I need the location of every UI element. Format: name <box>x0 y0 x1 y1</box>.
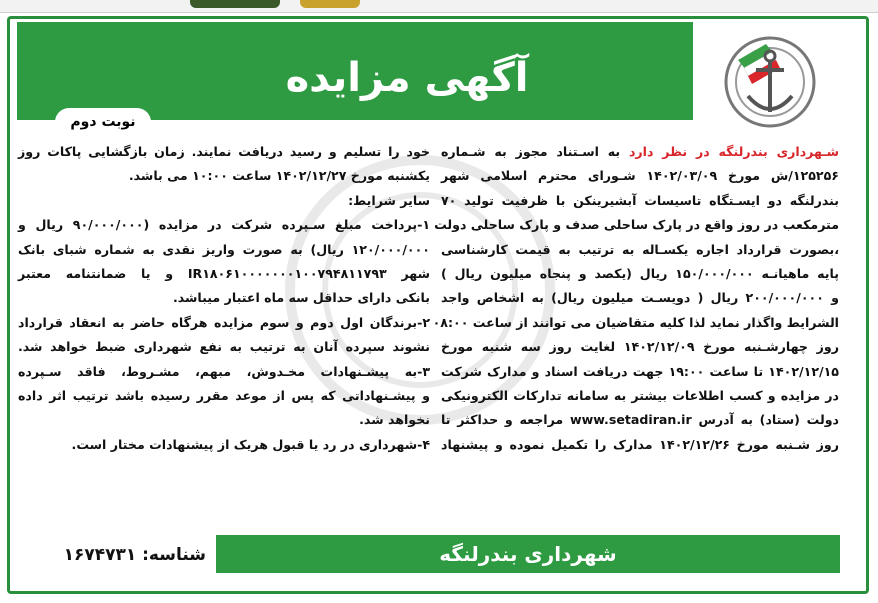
body-line: ،بصورت قرارداد اجاره یکسـاله به ترتیب به قیمت کارشناسی <box>441 241 839 257</box>
body-line: نخواهد شد. <box>359 412 430 428</box>
highlight-text: شـهرداری بندرلنگه در نظر دارد <box>628 144 839 159</box>
footer-organization: شهرداری بندرلنگه <box>216 535 840 573</box>
body-line: روز شـنبه مورخ ۱۴۰۲/۱۲/۲۶ مدارک را تکمیل نموده و پیشنهاد <box>441 436 839 452</box>
body-line: بانکی دارای حداقل سه ماه اعتبار میباشد. <box>172 290 430 306</box>
conditions-heading: سایر شرایط: <box>348 192 430 208</box>
condition-4: ۴-شهرداری در رد یا قبول هریک از پیشنهادات مختار است. <box>71 436 430 452</box>
condition-2: ۲-برندگان اول دوم و سوم مزایده هرگاه حاضر به انعقاد قرارداد <box>18 314 430 330</box>
body-line: الشرایط واگذار نماید لذا کلیه متقاضیان می توانند از ساعت ۰۸:۰۰ <box>432 314 839 330</box>
top-photo-strip <box>0 0 878 13</box>
photo-fragment <box>190 0 280 8</box>
body-line: مترمکعب در روز واقع در پارک ساحلی صدف و پارک ساحلی دولت <box>434 217 839 233</box>
body-line: پایه ماهیانـه ۱۵۰/۰۰۰/۰۰۰ ریال (یکصد و پنجاه میلیون ریال ) <box>441 266 839 282</box>
municipality-logo <box>718 30 822 134</box>
body-line: شهر IR۱۸۰۶۱۰۰۰۰۰۰۰۱۰۰۷۹۴۸۱۱۷۹۳ و یا ضمانتنامه معتبر <box>18 266 430 282</box>
body-line: در مزایده و کسب اطلاعات بیشتر به سامانه تدارکات الکترونیکی <box>441 388 839 404</box>
body-line: بندرلنگه دو ایسـتگاه تاسیسات آبشیرینکن با ظرفیت تولید ۷۰ <box>441 192 839 208</box>
title-banner <box>17 22 693 130</box>
notice-title: آگهی مزایده <box>285 55 529 101</box>
body-line: روز چهارشـنبه مورخ ۱۴۰۲/۱۲/۰۹ لغایت روز سه شنبه مورخ <box>441 339 839 355</box>
body-line: خود را تسلیم و رسید دریافت نمایند. زمان بازگشایی پاکات روز <box>18 144 430 159</box>
photo-fragment <box>300 0 360 8</box>
body-line: شـهرداری بندرلنگه در نظر دارد به اسـتناد مجوز به شـماره <box>441 144 839 159</box>
condition-1: ۱-پرداخت مبلغ سـپرده شرکت در مزایده (۹۰/۰۰۰/۰۰۰ ریال و <box>18 217 430 233</box>
body-line: یکشنبه مورخ ۱۴۰۲/۱۲/۲۷ ساعت ۱۰:۰۰ می باشد. <box>128 168 430 184</box>
condition-3: ۳-به پیشـنهادات مخـدوش، مبهم، مشـروط، فاقد سـپرده <box>18 363 430 379</box>
round-badge: نوبت دوم <box>55 108 151 136</box>
body-line: ۱۲۰/۰۰۰/۰۰۰ ریال) به صورت واریز نقدی به شماره شبای بانک <box>18 241 430 257</box>
notice-id: شناسه: ۱۶۷۴۷۳۱ <box>63 545 206 565</box>
body-line: و ۲۰۰/۰۰۰/۰۰۰ ریال ( دویسـت میلیون ریال) به اشخاص واجد <box>441 290 839 306</box>
body-line: و پیشـنهاداتی که پس از موعد مقرر رسیده باشد ترتیب اثر داده <box>18 388 430 404</box>
body-line: ۱۲۵۲۵۶/ش مورخ ۱۴۰۲/۰۳/۰۹ شـورای محترم اسلامی شهر <box>441 168 839 184</box>
body-line: ۱۴۰۲/۱۲/۱۵ تا ساعت ۱۹:۰۰ جهت دریافت اسناد و مدارک شرکت <box>441 363 839 379</box>
body-line: دولت (ستاد) به آدرس www.setadiran.ir مراجعه و حداکثر تا <box>441 412 839 428</box>
notice-body-right <box>432 140 839 457</box>
notice-body-left <box>18 140 430 457</box>
body-line: نشوند سپرده آنان به ترتیب به نفع شهرداری ضبط خواهد شد. <box>18 339 430 355</box>
